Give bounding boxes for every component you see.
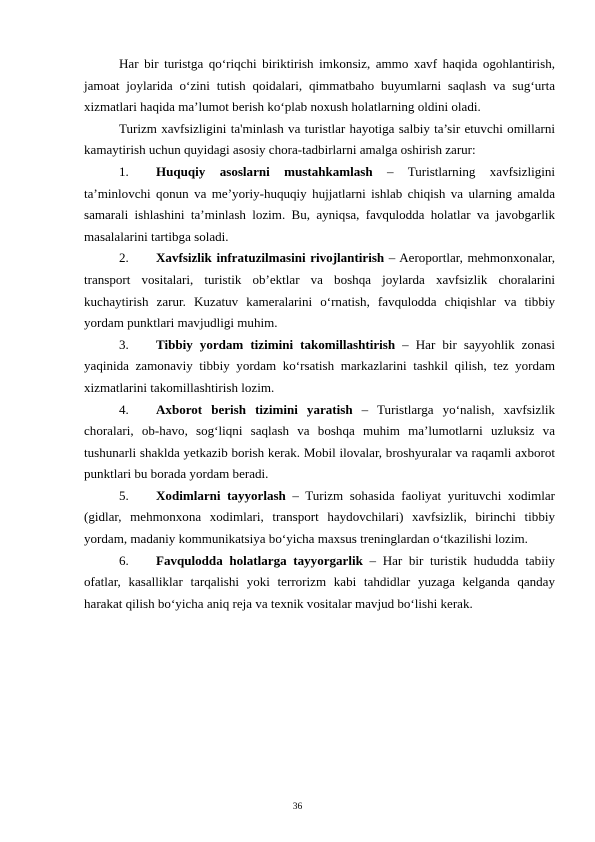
list-item-text: – Turistlarga yo‘nalish, xavfsizlik choralari, ob-havo, sog‘liqni saqlash va boshqa muhim ma’lumotlarni uzluksiz va tushunarli shaklda yetkazib borish kerak. Mobil ilovalar, broshyuralar va raqamli axborot punktlari bu borada yordam beradi. [84, 401, 555, 482]
list-item-number: 6. [119, 552, 129, 568]
list-item-heading: Axborot berish tizimini yaratish [156, 401, 353, 417]
paragraph-intro: Har bir turistga qo‘riqchi biriktirish imkonsiz, ammo xavf haqida ogohlantirish, jamoat joylarida o‘zini tutish qoidalari, qimmatbaho buyumlarni saqlash va sug‘urta xizmatlari haqida ma’lumot berish ko‘plab noxush holatlarning oldini oladi. [84, 56, 555, 115]
list-item-heading: Favqulodda holatlarga tayyorgarlik [156, 552, 363, 568]
list-item-text: – Har bir sayyohlik zonasi yaqinida zamonaviy tibbiy yordam ko‘rsatish markazlarini tashkil qilish, tez yordam xizmatlarini takomillashtirish lozim. [84, 336, 555, 395]
list-item-number: 1. [119, 163, 129, 179]
list-item-number: 5. [119, 487, 129, 503]
list-item-text: – Turistlarning xavfsizligini ta’minlovchi qonun va me’yoriy-huquqiy hujjatlarni ishlab chiqish va ularning amalda samarali ishlashini ta’minlash lozim. Bu, ayniqsa, favqulodda holatlar va javobgarlik masalalarini tartibga soladi. [84, 163, 555, 244]
paragraph-measures: Turizm xavfsizligini ta'minlash va turistlar hayotiga salbiy ta’sir etuvchi omillarni kamaytirish uchun quyidagi asosiy chora-tadbirlarni amalga oshirish zarur: [84, 120, 555, 158]
list-item-heading: Tibbiy yordam tizimini takomillashtirish [156, 336, 396, 352]
page-number: 36 [292, 802, 303, 812]
list-item-text: – Aeroportlar, mehmonxonalar, transport vositalari, turistik ob’ektlar va boshqa joylarda xavfsizlik choralarini kuchaytirish zarur. Kuzatuv kameralarini o‘rnatish, favqulodda chiqishlar va tibbiy yordam punktlari mavjudligi muhim. [84, 250, 555, 331]
list-item-text: – Har bir turistik hududda tabiiy ofatlar, kasalliklar tarqalishi yoki terrorizm kabi tahdidlar yuzaga kelganda qanday harakat qilish bo‘yicha aniq reja va texnik vositalar mavjud bo‘lishi kerak. [84, 552, 555, 611]
list-item [84, 161, 555, 247]
list-item-number: 2. [119, 250, 129, 266]
list-item [84, 247, 555, 333]
list-item [84, 485, 555, 550]
list-item [84, 399, 555, 485]
list-item [84, 334, 555, 399]
list-item-text: – Turizm sohasida faoliyat yurituvchi xodimlar (gidlar, mehmonxona xodimlari, transport haydovchilari) xavfsizlik, birinchi tibbiy yordam, madaniy kommunikatsiya bo‘yicha maxsus treninglardan o‘tkazilishi lozim. [84, 487, 555, 547]
document-body [84, 53, 555, 614]
list-item [84, 550, 555, 615]
list-item-heading: Xavfsizlik infratuzilmasini rivojlantirish [156, 250, 385, 266]
list-item-number: 3. [119, 336, 129, 352]
list-item-heading: Xodimlarni tayyorlash [156, 487, 286, 503]
list-item-heading: Huquqiy asoslarni mustahkamlash [156, 163, 373, 179]
list-item-number: 4. [119, 401, 129, 417]
